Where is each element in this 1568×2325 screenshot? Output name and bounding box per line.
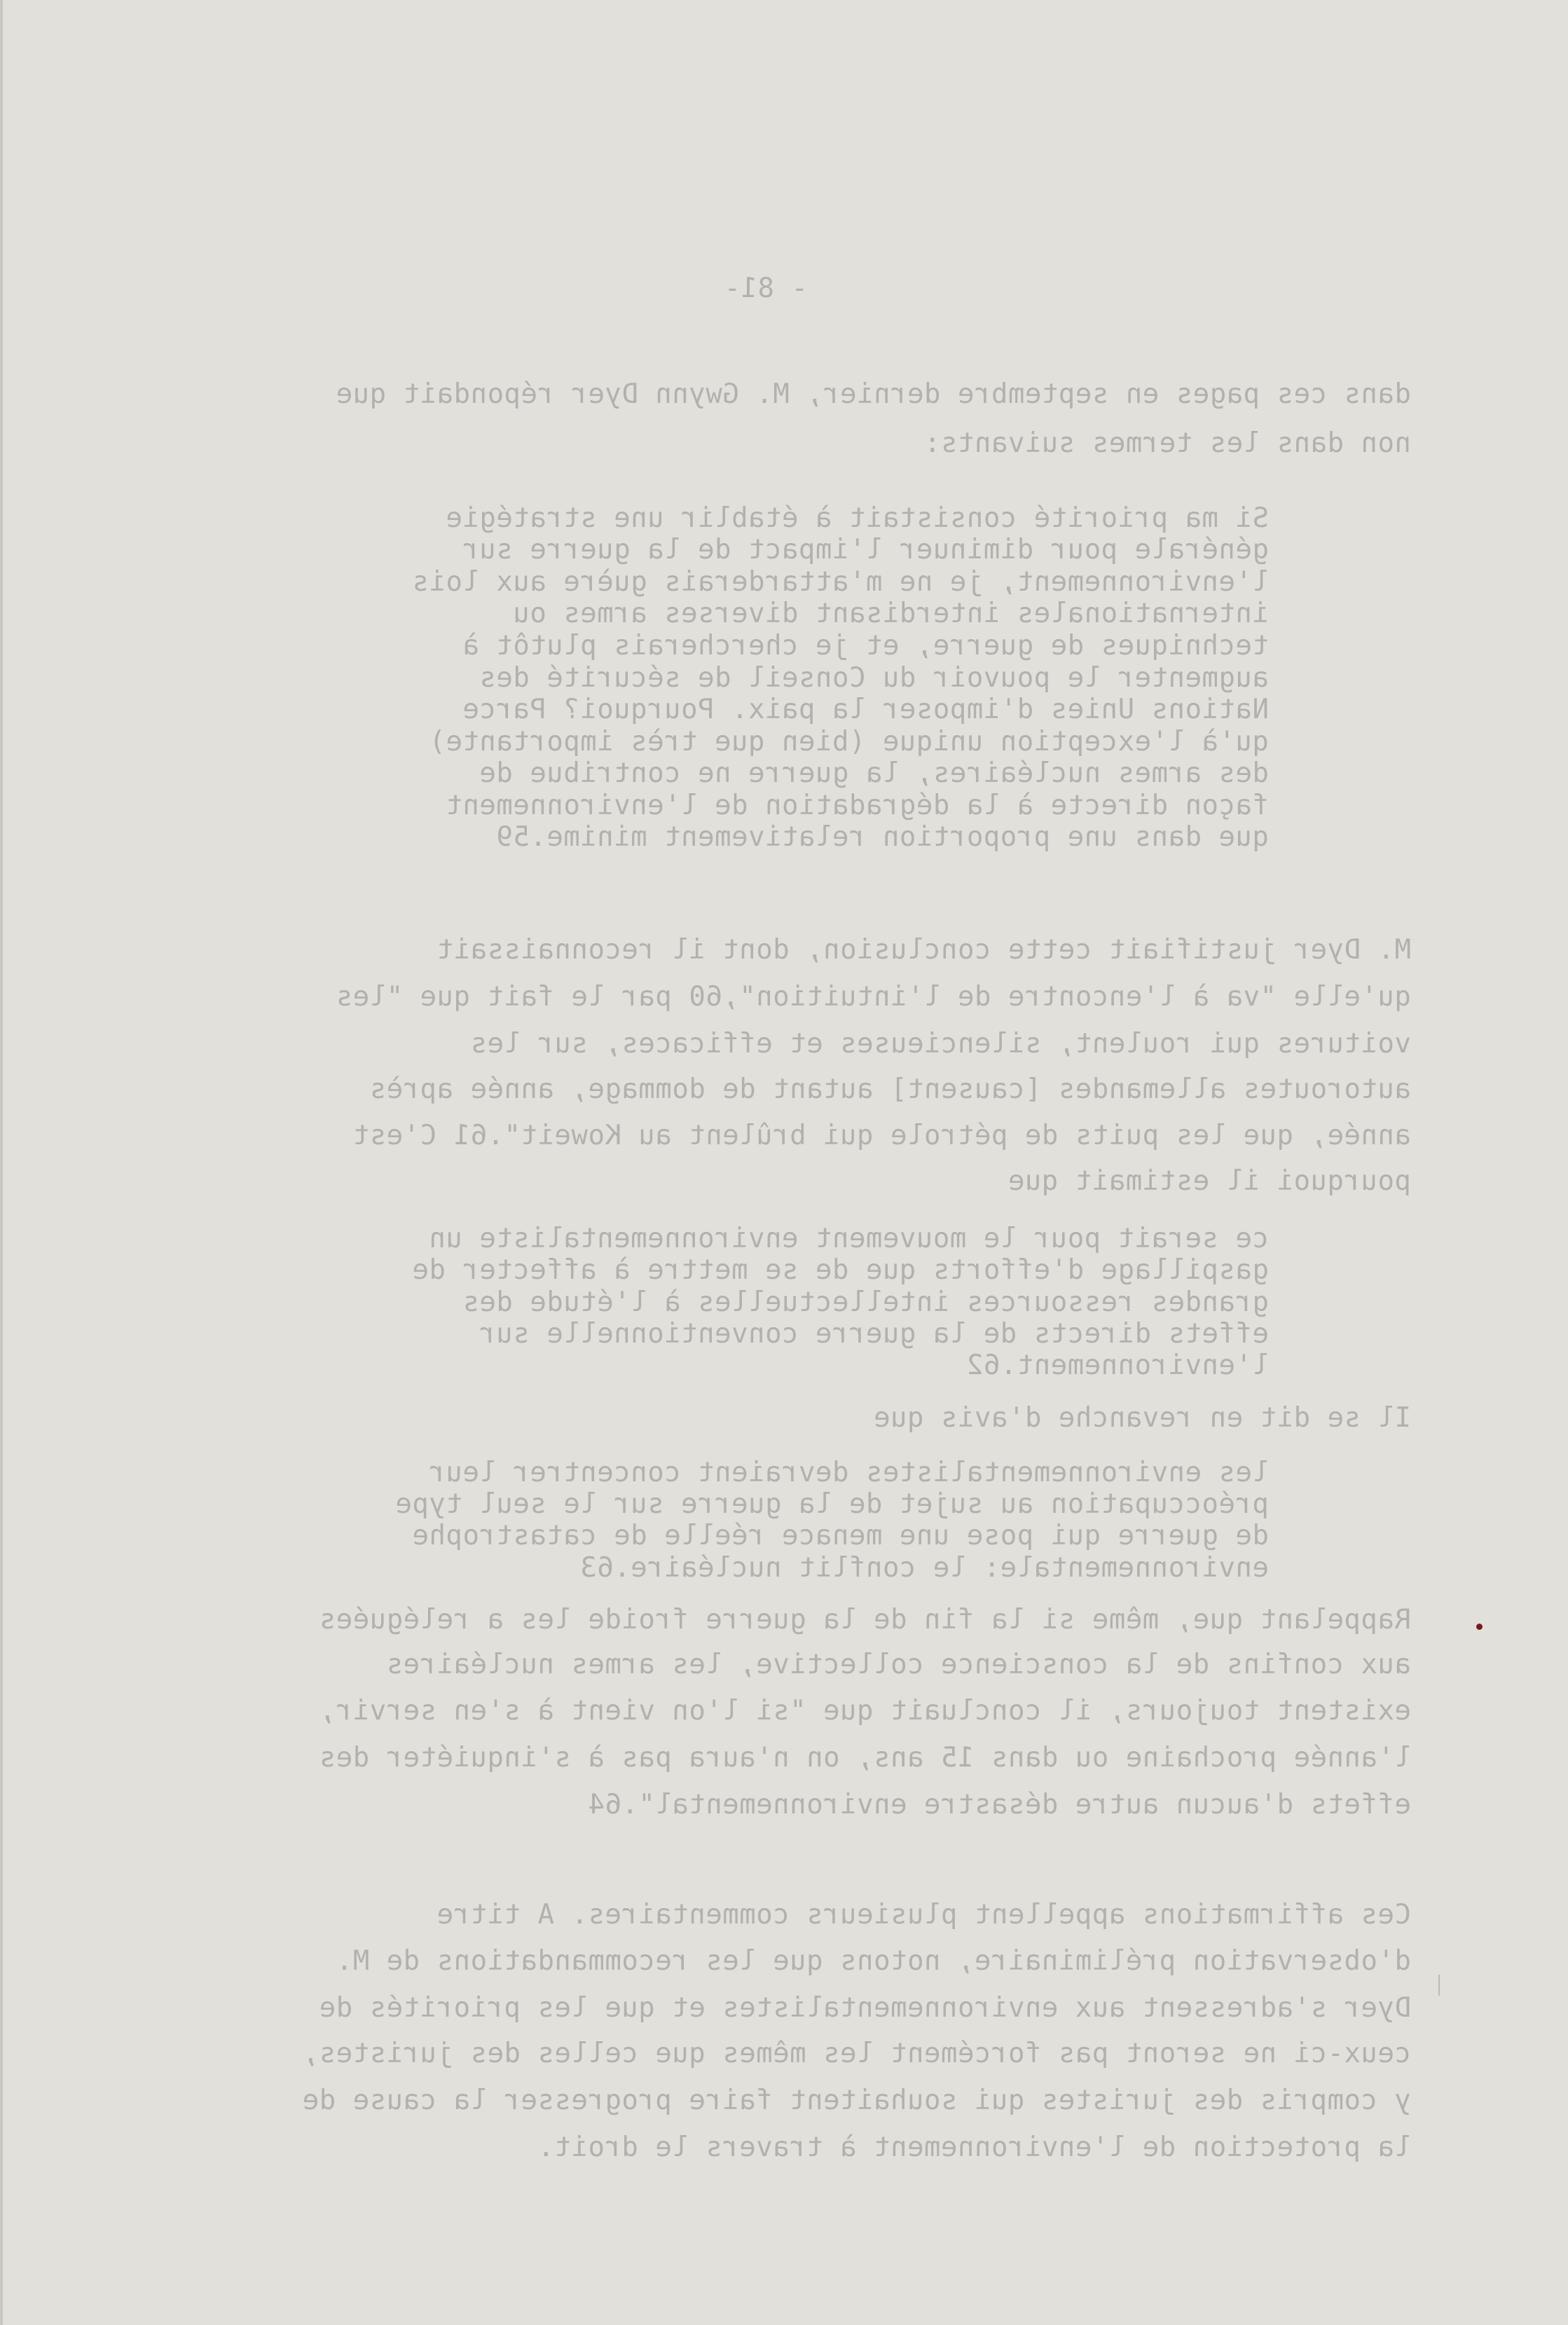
text-line: Ces affirmations appellent plusieurs commentaires. A titre bbox=[436, 1899, 1411, 1930]
text-line: aux confins de la conscience collective, les armes nucléaires bbox=[386, 1649, 1411, 1680]
text-line: qu'elle "va à l'encontre de l'intuition",60 par le fait que "les bbox=[336, 981, 1411, 1013]
quote-line: techniques de guerre, et je chercherais plutôt à bbox=[462, 630, 1269, 661]
text-line: Rappelant que, même si la fin de la guerre froide les a reléguées bbox=[319, 1604, 1411, 1635]
text-line: Dyer s'adressent aux environnementalistes et que les priorités de bbox=[319, 1992, 1411, 2024]
quote-line: l'environnement, je ne m'attarderais guère aux lois bbox=[412, 566, 1269, 598]
text-line: M. Dyer justifiait cette conclusion, dont il reconnaissait bbox=[436, 934, 1411, 966]
text-line: dans ces pages en septembre dernier, M. Gwynn Dyer répondait que bbox=[336, 378, 1411, 410]
text-line: la protection de l'environnement à travers le droit. bbox=[537, 2132, 1411, 2163]
quote-line: environnementale: le conflit nucléaire.63 bbox=[579, 1552, 1269, 1584]
text-line: existent toujours, il concluait que "si l'on vient à s'en servir, bbox=[319, 1695, 1411, 1727]
text-line: Il se dit en revanche d'avis que bbox=[873, 1402, 1411, 1434]
quote-line: l'environnement.62 bbox=[966, 1350, 1269, 1381]
quote-line: les environnementalistes devraient concentrer leur bbox=[429, 1457, 1269, 1488]
quote-line: gaspillage d'efforts que de se mettre à affecter de bbox=[412, 1254, 1269, 1286]
quote-line: grandes ressources intellectuelles à l'étude des bbox=[462, 1287, 1269, 1318]
quote-line: augmenter le pouvoir du Conseil de sécurité des bbox=[479, 662, 1269, 694]
text-line: effets d'aucun autre désastre environnemental".64 bbox=[587, 1789, 1411, 1820]
pencil-mark bbox=[1438, 1975, 1440, 1996]
text-line: année, que les puits de pétrole qui brûlent au Koweit".61 C'est bbox=[352, 1120, 1411, 1151]
ink-spot bbox=[1476, 1624, 1483, 1630]
quote-line: façon directe à la dégradation de l'environnement bbox=[445, 790, 1269, 821]
text-line: voitures qui roulent, silencieuses et efficaces, sur les bbox=[470, 1028, 1411, 1059]
page-number: - 81- bbox=[724, 273, 808, 304]
quote-line: de guerre qui pose une menace réelle de catastrophe bbox=[412, 1520, 1269, 1551]
text-line: ceux-ci ne seront pas forcément les mêmes que celles des juristes, bbox=[302, 2038, 1411, 2069]
text-line: l'année prochaine ou dans 15 ans, on n'aura pas à s'inquiéter des bbox=[319, 1742, 1411, 1774]
quote-line: préoccupation au sujet de la guerre sur le seul type bbox=[395, 1488, 1269, 1520]
quote-line: ce serait pour le mouvement environnementaliste un bbox=[429, 1223, 1269, 1254]
quote-line: que dans une proportion relativement minime.59 bbox=[495, 821, 1269, 853]
text-line: autoroutes allemandes [causent] autant de dommage, année après bbox=[369, 1074, 1411, 1105]
text-line: y compris des juristes qui souhaitent faire progresser la cause de bbox=[302, 2085, 1411, 2116]
quote-line: Nations Unies d'imposer la paix. Pourquoi? Parce bbox=[462, 694, 1269, 725]
quote-line: Si ma priorité consistait à établir une stratégie bbox=[445, 502, 1269, 534]
text-line: pourquoi il estimait que bbox=[1007, 1165, 1411, 1197]
quote-line: qu'à l'exception unique (bien que très importante) bbox=[429, 726, 1269, 757]
quote-line: internationales interdisant diverses armes ou bbox=[512, 598, 1269, 629]
quote-line: générale pour diminuer l'impact de la guerre sur bbox=[462, 534, 1269, 565]
text-line: non dans les termes suivants: bbox=[923, 427, 1411, 459]
text-line: d'observation préliminaire, notons que les recommandations de M. bbox=[336, 1945, 1411, 1977]
quote-line: des armes nucléaires, la guerre ne contribue de bbox=[479, 757, 1269, 789]
quote-line: effets directs de la guerre conventionnelle sur bbox=[479, 1318, 1269, 1350]
